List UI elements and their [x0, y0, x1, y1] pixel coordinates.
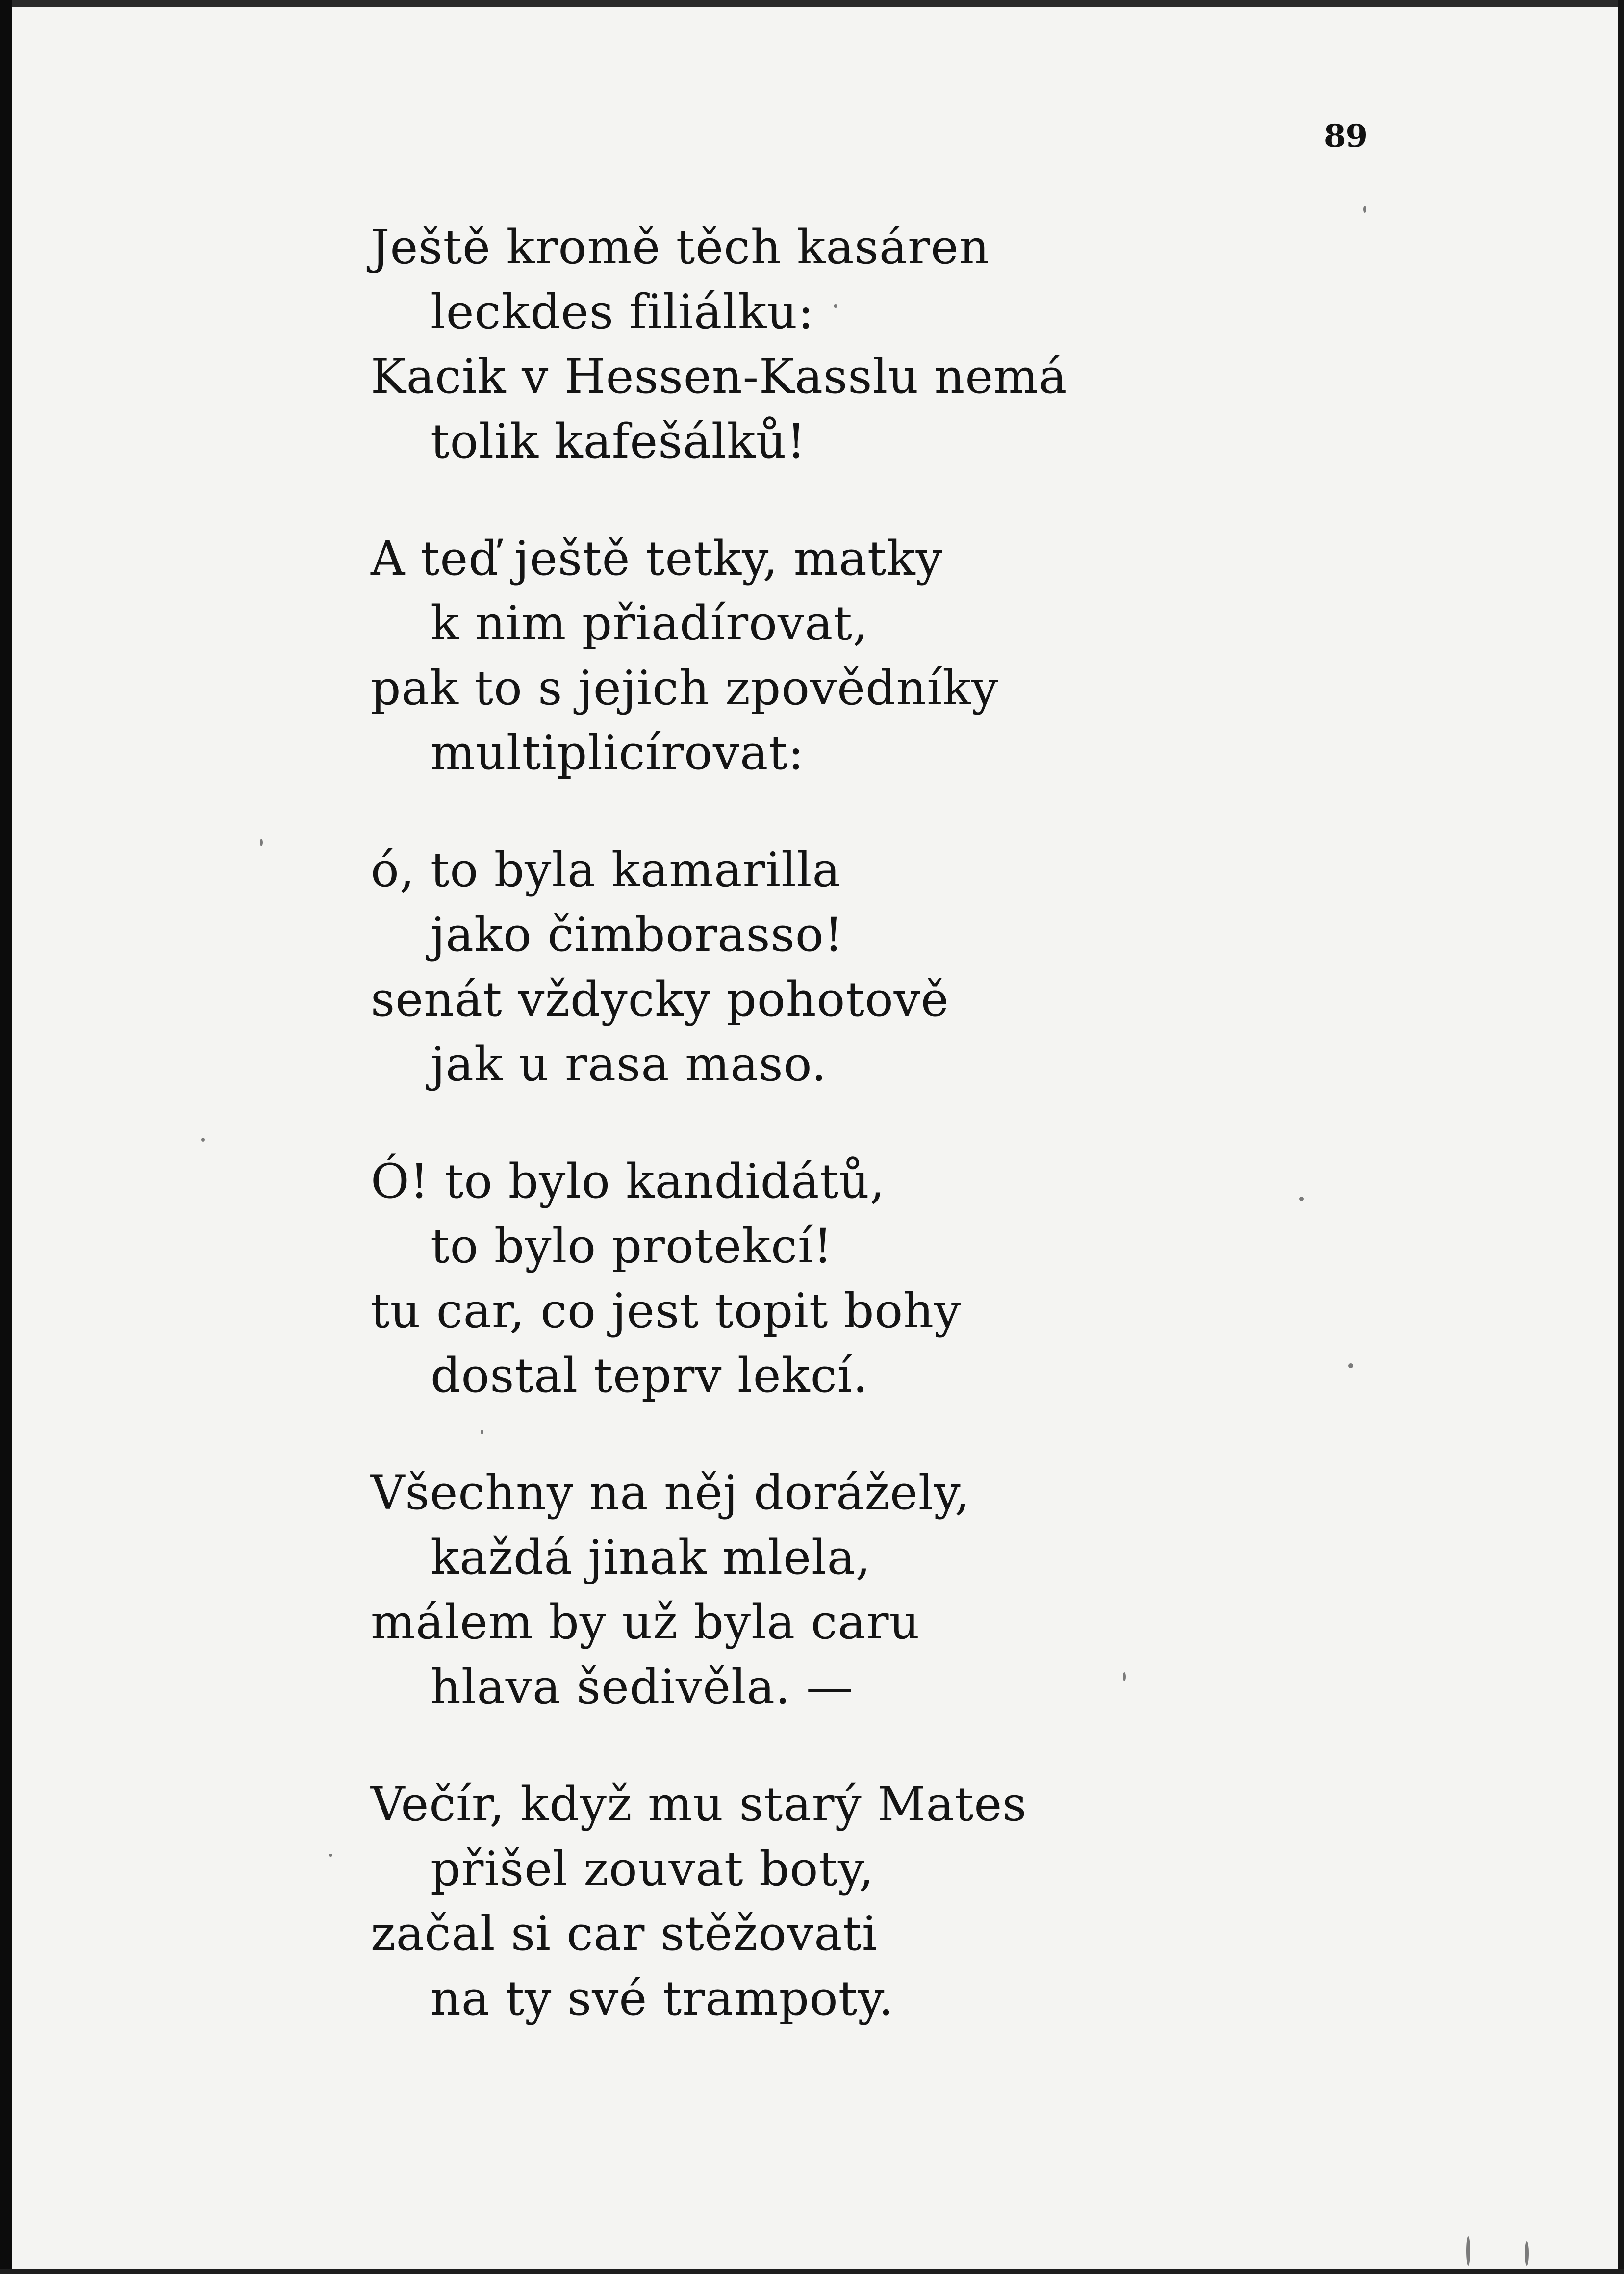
scan-edge-top [0, 0, 1624, 7]
poem-line: Večír, když mu starý Mates [371, 1777, 1027, 1832]
stanza-6 [371, 1772, 1498, 2031]
stanza-2 [371, 526, 1498, 785]
poem-line: každá jinak mlela, [431, 1530, 871, 1585]
poem [371, 215, 1498, 2031]
poem-line: začal si car stěžovati [371, 1906, 878, 1961]
poem-line: tu car, co jest topit bohy [371, 1283, 962, 1338]
poem-line: jako čimborasso! [431, 907, 844, 962]
stanza-4 [371, 1149, 1498, 1408]
poem-line: to bylo protekcí! [431, 1219, 833, 1274]
page-number: 89 [1324, 118, 1368, 154]
poem-line: tolik kafešálků! [431, 414, 806, 469]
paper-speck [1466, 2236, 1470, 2266]
poem-line: multiplicírovat: [431, 725, 805, 780]
scan-edge-right [1618, 0, 1624, 2274]
poem-line: k nim přiadírovat, [431, 596, 868, 651]
paper-speck [1525, 2241, 1529, 2266]
poem-line: A teď ještě tetky, matky [371, 531, 943, 586]
poem-line: málem by už byla caru [371, 1595, 920, 1650]
poem-line: pak to s jejich zpovědníky [371, 661, 999, 715]
stanza-3 [371, 838, 1498, 1097]
poem-line: Kacik v Hessen-Kasslu nemá [371, 349, 1067, 404]
paper-speck [260, 839, 263, 846]
paper-speck [201, 1138, 205, 1142]
paper-speck [1363, 206, 1366, 213]
poem-line: dostal teprv lekcí. [431, 1348, 868, 1403]
poem-line: Všechny na něj dorážely, [371, 1465, 970, 1520]
poem-line: Ó! to bylo kandidátů, [371, 1154, 886, 1209]
scan-edge-left [0, 0, 12, 2274]
scan-edge-bottom [0, 2269, 1624, 2274]
stanza-5 [371, 1460, 1498, 1719]
poem-line: jak u rasa maso. [431, 1037, 827, 1092]
poem-line: senát vždycky pohotově [371, 972, 949, 1027]
paper-speck [329, 1854, 332, 1857]
poem-line: na ty své trampoty. [431, 1971, 894, 2026]
poem-line: Ještě kromě těch kasáren [371, 220, 990, 275]
poem-line: ó, to byla kamarilla [371, 843, 841, 897]
poem-line: přišel zouvat boty, [431, 1841, 874, 1896]
poem-line: hlava šedivěla. — [431, 1660, 854, 1714]
poem-line: leckdes filiálku: [431, 284, 814, 339]
stanza-1 [371, 215, 1498, 474]
